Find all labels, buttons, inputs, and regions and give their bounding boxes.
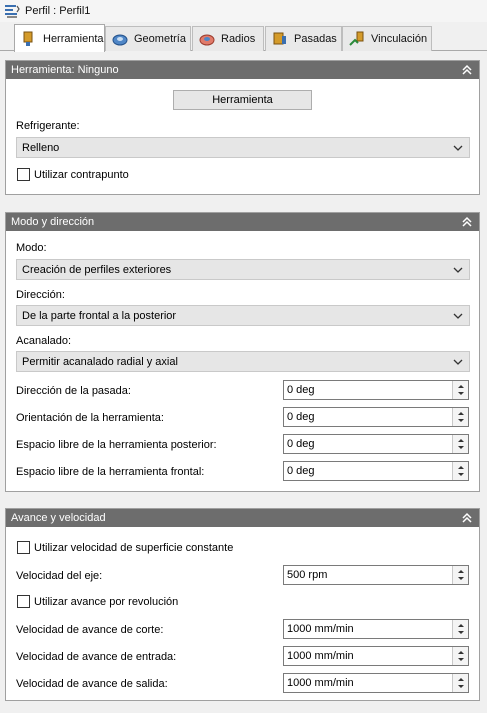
passes-icon xyxy=(272,31,288,47)
spinbox-value: 0 deg xyxy=(287,438,315,450)
spinner-arrows-icon[interactable] xyxy=(452,620,468,638)
back-clearance-spinbox[interactable] xyxy=(283,434,469,454)
spindle-speed-label: Velocidad del eje: xyxy=(16,570,103,582)
double-chevron-up-icon[interactable] xyxy=(461,511,473,525)
tab-label: Herramienta xyxy=(43,32,104,45)
spinbox-value: 1000 mm/min xyxy=(287,623,354,635)
spinner-arrows-icon[interactable] xyxy=(452,647,468,665)
coolant-value: Relleno xyxy=(22,141,60,154)
field-label: Orientación de la herramienta: xyxy=(16,412,164,424)
cutting-feedrate-spinbox[interactable] xyxy=(283,619,469,639)
double-chevron-up-icon[interactable] xyxy=(461,63,473,77)
tab-label: Geometría xyxy=(134,33,186,45)
direction-label: Dirección: xyxy=(16,289,65,301)
spinbox-value: 1000 mm/min xyxy=(287,677,354,689)
lead-out-feedrate-spinbox[interactable] xyxy=(283,673,469,693)
feed-per-revolution-box[interactable] xyxy=(17,595,30,608)
tab-bar xyxy=(0,24,487,51)
tab-radios[interactable] xyxy=(192,26,264,51)
feed-panel-title: Avance y velocidad xyxy=(11,512,106,524)
tool-orientation-spinbox[interactable] xyxy=(283,407,469,427)
spinner-arrows-icon[interactable] xyxy=(452,408,468,426)
constant-surface-speed-label: Utilizar velocidad de superficie constante xyxy=(34,541,234,554)
tab-pasadas[interactable] xyxy=(265,26,342,51)
feed-per-revolution-label: Utilizar avance por revolución xyxy=(34,595,179,608)
profile-icon xyxy=(4,3,20,19)
title-bar xyxy=(0,0,487,22)
mode-label: Modo: xyxy=(16,242,47,254)
pass-direction-spinbox[interactable] xyxy=(283,380,469,400)
coolant-select[interactable] xyxy=(16,137,470,158)
mode-panel xyxy=(5,212,480,492)
tab-label: Radios xyxy=(221,33,256,45)
chevron-down-icon xyxy=(453,266,463,274)
mode-panel-title: Modo y dirección xyxy=(11,216,95,228)
constant-surface-speed-checkbox[interactable] xyxy=(17,541,233,554)
spindle-speed-spinbox[interactable] xyxy=(283,565,469,585)
feed-per-revolution-checkbox[interactable] xyxy=(17,595,178,608)
tab-label: Pasadas xyxy=(294,33,337,45)
field-label: Velocidad de avance de entrada: xyxy=(16,651,177,663)
field-label: Velocidad de avance de corte: xyxy=(16,624,164,636)
chevron-down-icon xyxy=(453,312,463,320)
grooving-select[interactable] xyxy=(16,351,470,372)
mode-value: Creación de perfiles exteriores xyxy=(22,263,172,276)
tab-vinculacion[interactable] xyxy=(342,26,432,51)
direction-select[interactable] xyxy=(16,305,470,326)
grooving-value: Permitir acanalado radial y axial xyxy=(22,355,178,368)
spinbox-value: 500 rpm xyxy=(287,569,328,581)
tab-geometria[interactable] xyxy=(105,26,191,51)
chevron-down-icon xyxy=(453,358,463,366)
mode-panel-header[interactable] xyxy=(6,213,479,231)
spinner-arrows-icon[interactable] xyxy=(452,674,468,692)
window-title: Perfil : Perfil1 xyxy=(25,5,91,17)
direction-value: De la parte frontal a la posterior xyxy=(22,309,177,322)
spinbox-value: 1000 mm/min xyxy=(287,650,354,662)
spinner-arrows-icon[interactable] xyxy=(452,462,468,480)
select-tool-button-label: Herramienta xyxy=(212,94,273,106)
feed-panel-header[interactable] xyxy=(6,509,479,527)
spinner-arrows-icon[interactable] xyxy=(452,435,468,453)
spinbox-value: 0 deg xyxy=(287,465,315,477)
spinner-arrows-icon[interactable] xyxy=(452,381,468,399)
linking-icon xyxy=(349,31,365,47)
tool-panel-header[interactable] xyxy=(6,61,479,79)
field-label: Dirección de la pasada: xyxy=(16,385,131,397)
constant-surface-speed-box[interactable] xyxy=(17,541,30,554)
feed-panel xyxy=(5,508,480,701)
coolant-label: Refrigerante: xyxy=(16,120,80,132)
grooving-label: Acanalado: xyxy=(16,335,72,347)
tailstock-checkbox-box[interactable] xyxy=(17,168,30,181)
field-label: Espacio libre de la herramienta frontal: xyxy=(16,466,205,478)
geometry-icon xyxy=(112,31,128,47)
tailstock-label: Utilizar contrapunto xyxy=(34,168,129,181)
tool-icon xyxy=(21,31,37,47)
spinner-arrows-icon[interactable] xyxy=(452,566,468,584)
chevron-down-icon xyxy=(453,144,463,152)
field-label: Espacio libre de la herramienta posterior: xyxy=(16,439,217,451)
select-tool-button[interactable] xyxy=(173,90,312,110)
tab-herramienta[interactable] xyxy=(14,24,105,52)
tab-label: Vinculación xyxy=(371,33,428,45)
double-chevron-up-icon[interactable] xyxy=(461,215,473,229)
mode-select[interactable] xyxy=(16,259,470,280)
lead-in-feedrate-spinbox[interactable] xyxy=(283,646,469,666)
front-clearance-spinbox[interactable] xyxy=(283,461,469,481)
spinbox-value: 0 deg xyxy=(287,384,315,396)
field-label: Velocidad de avance de salida: xyxy=(16,678,168,690)
spinbox-value: 0 deg xyxy=(287,411,315,423)
radii-icon xyxy=(199,31,215,47)
tool-panel-title: Herramienta: Ninguno xyxy=(11,64,119,76)
tool-panel xyxy=(5,60,480,195)
tailstock-checkbox[interactable] xyxy=(17,168,129,181)
